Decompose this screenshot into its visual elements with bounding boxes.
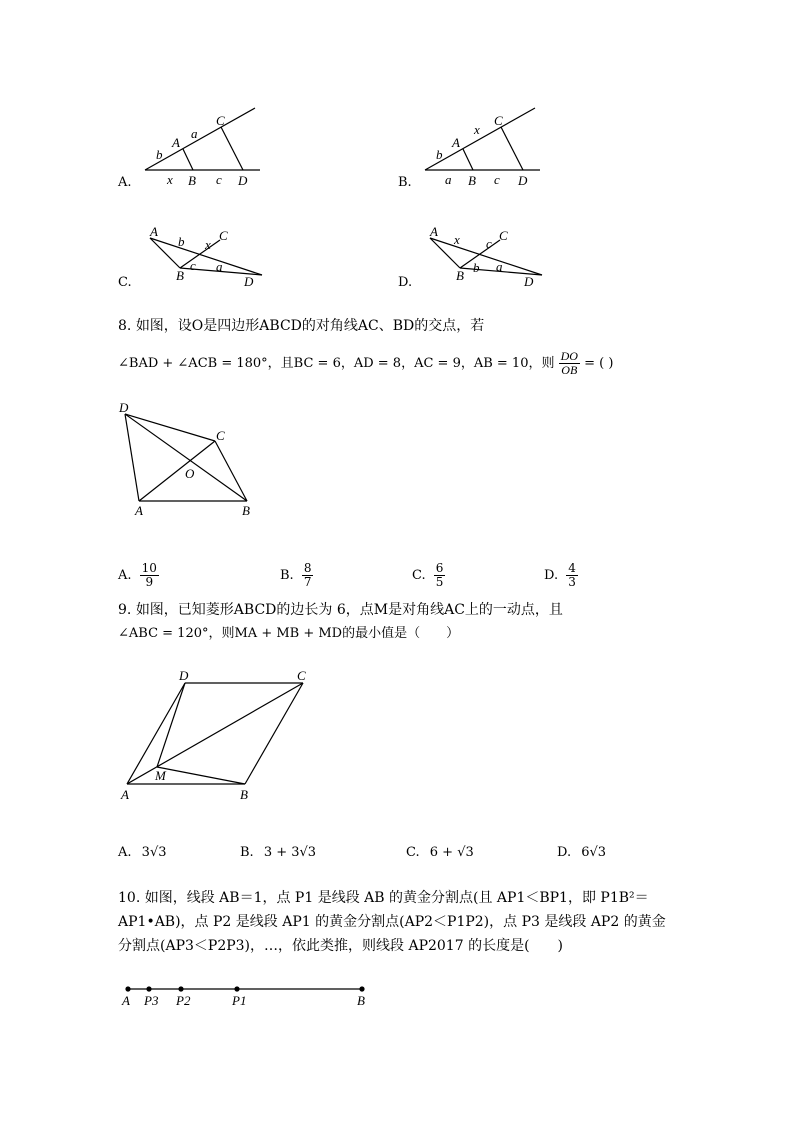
label-c: c [190, 258, 196, 273]
label-D: D [179, 668, 189, 683]
label-B: B [242, 503, 250, 518]
label-D: D [119, 400, 129, 415]
q10-line1 [118, 888, 649, 908]
point-A [125, 986, 130, 991]
q9-stem-line2: ∠ABC = 120°，则MA + MB + MD的最小值是（ ） [118, 626, 460, 641]
point-P1 [234, 986, 239, 991]
q10-line2 [118, 912, 666, 932]
q9-option-b[interactable] [240, 845, 316, 860]
label-b: b [473, 260, 480, 275]
label-A: A [135, 503, 143, 518]
label-A: A [122, 993, 130, 1008]
label-x: x [454, 232, 460, 247]
label-A: A [121, 787, 129, 802]
label-O: O [185, 466, 195, 481]
option-letter: B. [280, 568, 294, 583]
label-c: c [494, 172, 500, 187]
numerator: 10 [141, 561, 157, 575]
label-c: c [486, 236, 492, 251]
label-C: C [499, 228, 508, 243]
label-B: B [240, 787, 248, 802]
q7-option-d[interactable] [420, 222, 560, 294]
q7-figure-b [390, 100, 560, 195]
q7-option-c-letter: C. [118, 275, 132, 290]
label-c: c [216, 172, 222, 187]
denominator: 5 [435, 575, 444, 589]
q8-line1 [118, 316, 484, 336]
q9-stem-line1: 如图，已知菱形ABCD的边长为 6，点M是对角线AC上的一动点，且 [135, 602, 563, 618]
label-x: x [167, 172, 173, 187]
label-D: D [518, 173, 528, 188]
option-fraction [566, 562, 578, 589]
q8-answer-blank: = ( ) [584, 356, 614, 371]
option-value: 6√3 [581, 845, 607, 860]
option-letter: A. [118, 568, 132, 583]
q7-option-b[interactable] [390, 100, 560, 195]
label-A: A [452, 135, 460, 150]
q8-option-a[interactable] [118, 562, 159, 589]
denominator: 3 [568, 575, 576, 589]
label-C: C [297, 668, 306, 683]
q7-figure-c [140, 222, 280, 294]
option-fraction [434, 562, 446, 589]
numerator: 4 [568, 561, 576, 575]
label-M: M [155, 768, 166, 783]
option-letter: C. [406, 845, 420, 860]
q7-option-d-letter: D. [398, 275, 413, 290]
q8-option-c[interactable] [412, 562, 445, 589]
label-P1: P1 [232, 993, 247, 1008]
q7-figure-d [420, 222, 560, 294]
label-B: B [468, 173, 476, 188]
label-C: C [219, 228, 228, 243]
denominator: 9 [145, 575, 154, 589]
label-B: B [456, 268, 464, 283]
option-value: 6 + √3 [429, 845, 474, 860]
label-B: B [176, 268, 184, 283]
label-a: a [216, 259, 223, 274]
label-C: C [216, 428, 225, 443]
q9-line2 [118, 624, 459, 644]
label-b: b [436, 147, 443, 162]
label-P3: P3 [144, 993, 159, 1008]
q10-number: 10. [118, 890, 141, 906]
option-value: 3 + 3√3 [263, 845, 317, 860]
label-D: D [524, 274, 534, 289]
q9-number: 9. [118, 602, 132, 618]
q10-stem-line2: AP1•AB)，点 P2 是线段 AP1 的黄金分割点(AP2＜P1P2)，点 P3 是线段 AP2 的黄金 [118, 914, 666, 930]
q7-figure-a [110, 100, 280, 195]
option-letter: D. [557, 845, 572, 860]
q8-ratio-fraction [559, 350, 580, 377]
q9-option-d[interactable] [557, 845, 606, 860]
option-letter: C. [412, 568, 426, 583]
numerator: 6 [435, 561, 444, 575]
label-A: A [150, 224, 158, 239]
option-value: 3√3 [141, 845, 167, 860]
label-x: x [474, 122, 480, 137]
q7-option-b-letter: B. [398, 175, 412, 190]
option-fraction [302, 562, 314, 589]
label-a: a [496, 259, 503, 274]
option-letter: B. [240, 845, 254, 860]
q8-line2 [118, 350, 613, 377]
q10-figure [115, 978, 380, 1014]
q7-option-c[interactable] [140, 222, 280, 294]
q10-stem-line3: 分割点(AP3＜P2P3)，…，依此类推，则线段 AP2017 的长度是( ) [118, 938, 563, 954]
option-fraction [140, 562, 159, 589]
label-C: C [494, 113, 503, 128]
frac-numerator: DO [560, 349, 578, 363]
q9-figure [115, 662, 325, 807]
denominator: 7 [303, 575, 312, 589]
frac-denominator: OB [561, 363, 578, 377]
q7-option-a-letter: A. [118, 175, 132, 190]
q8-number: 8. [118, 318, 132, 334]
label-x: x [205, 237, 211, 252]
q8-stem-line1: 如图，设O是四边形ABCD的对角线AC、BD的交点，若 [135, 318, 485, 334]
label-a: a [445, 172, 452, 187]
label-B: B [357, 993, 365, 1008]
q9-option-c[interactable] [406, 845, 474, 860]
q8-stem-line2: ∠BAD + ∠ACB = 180°，且BC = 6，AD = 8，AC = 9，AB = 10，则 [118, 356, 555, 371]
q7-option-a[interactable] [110, 100, 280, 195]
q8-option-d[interactable] [544, 562, 578, 589]
q9-option-a[interactable] [118, 845, 167, 860]
label-b: b [178, 234, 185, 249]
label-B: B [188, 173, 196, 188]
point-B [359, 986, 364, 991]
option-letter: D. [544, 568, 559, 583]
point-P2 [178, 986, 183, 991]
label-a: a [191, 126, 198, 141]
point-P3 [146, 986, 151, 991]
q8-figure [115, 398, 265, 520]
label-b: b [156, 147, 163, 162]
q8-option-b[interactable] [280, 562, 313, 589]
label-D: D [244, 274, 254, 289]
label-A: A [430, 224, 438, 239]
q10-stem-line1: 如图，线段 AB＝1，点 P1 是线段 AB 的黄金分割点(且 AP1＜BP1，即 P1B²＝ [144, 890, 649, 906]
numerator: 8 [303, 561, 312, 575]
q9-line1 [118, 600, 563, 620]
label-C: C [216, 113, 225, 128]
label-D: D [238, 173, 248, 188]
q10-line3 [118, 936, 563, 956]
label-A: A [172, 135, 180, 150]
option-letter: A. [118, 845, 132, 860]
label-P2: P2 [176, 993, 191, 1008]
